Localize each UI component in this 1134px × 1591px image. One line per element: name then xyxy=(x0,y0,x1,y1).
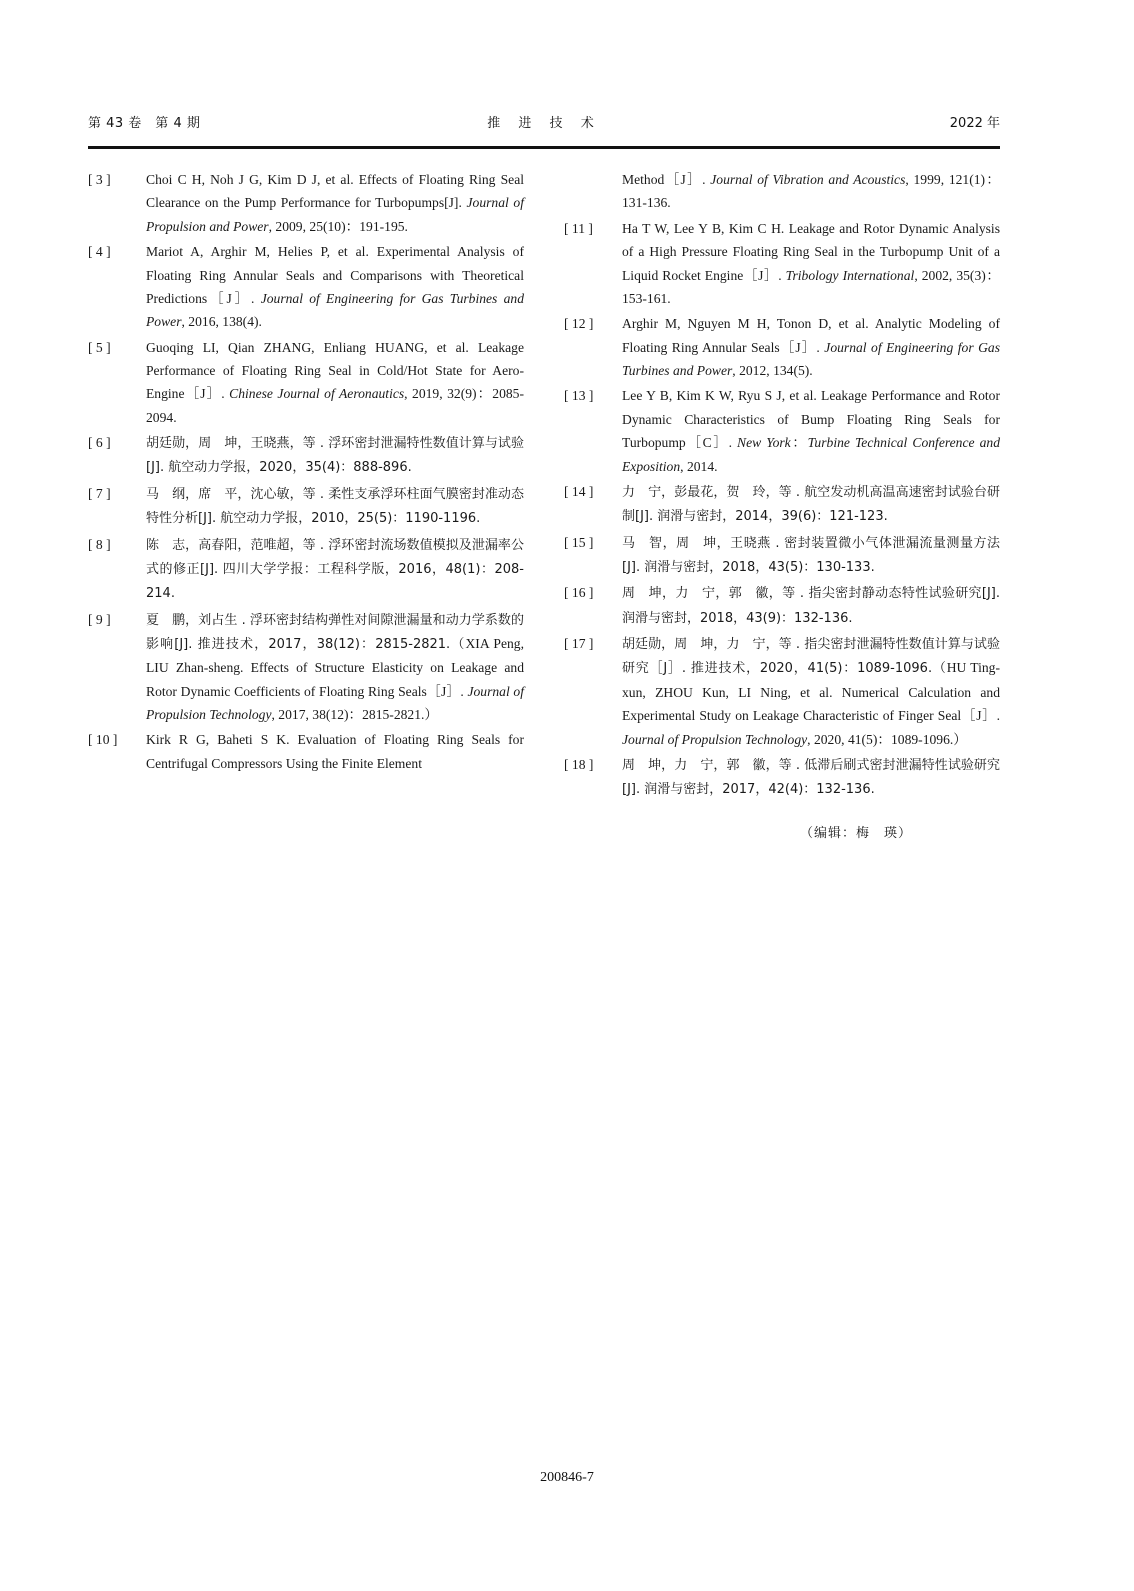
reference-text: Lee Y B, Kim K W, Ryu S J, et al. Leakage Performance and Rotor Dynamic Characteristics of Bump Floating Ring Seals for Turbopump［C］. New York：Turbine Technical Conference and Exposition, 2014. xyxy=(622,388,1000,474)
reference-entry xyxy=(564,312,1000,382)
reference-number: [ 15 ] xyxy=(564,534,594,550)
reference-text: 胡廷勋，周 坤，王晓燕，等 . 浮环密封泄漏特性数值计算与试验[J]. 航空动力学报，2020，35(4)：888-896. xyxy=(146,436,524,476)
reference-text: 胡廷勋，周 坤，力 宁，等 . 指尖密封泄漏特性数值计算与试验研究［J］. 推进技术，2020，41(5)：1089-1096.（HU Ting-xun, ZHOU Kun, LI Ning, et al. Numerical Calculation and Experimental Study on Leakage Characteristic of Finger Seal［J］. Journal of Propulsion Technology, 2020, 41(5)：1089-1096.） xyxy=(622,637,1000,747)
reference-text: 周 坤，力 宁，郭 徽，等 . 指尖密封静动态特性试验研究[J]. 润滑与密封，2018，43(9)：132-136. xyxy=(622,586,1000,626)
reference-number: [ 10 ] xyxy=(88,732,118,748)
running-head-year: 2022 年 xyxy=(949,116,1000,131)
reference-text: 夏 鹏，刘占生 . 浮环密封结构弹性对间隙泄漏量和动力学系数的影响[J]. 推进技术，2017，38(12)：2815-2821.（XIA Peng, LIU Zhan-sheng. Effects of Structure Elasticity on Leakage and Rotor Dynamic Coefficients of Floating Ring Seals［J］. Journal of Propulsion Technology, 2017, 38(12)：2815-2821.） xyxy=(146,612,525,723)
reference-entry xyxy=(564,168,1000,215)
reference-number: [ 11 ] xyxy=(564,220,593,236)
reference-number: [ 13 ] xyxy=(564,388,594,404)
header-rule xyxy=(88,146,1000,149)
editor-credit xyxy=(476,822,912,841)
reference-entry xyxy=(88,608,524,727)
running-head xyxy=(88,112,1000,138)
reference-entry xyxy=(88,533,524,606)
reference-text: 马 智，周 坤，王晓燕 . 密封装置微小气体泄漏流量测量方法[J]. 润滑与密封，2018，43(5)：130-133. xyxy=(622,535,1000,575)
reference-entry xyxy=(88,482,524,531)
reference-number: [ 17 ] xyxy=(564,636,594,652)
reference-entry xyxy=(564,753,1000,802)
reference-entry xyxy=(564,217,1000,311)
reference-text: 陈 志，高春阳，范唯超，等 . 浮环密封流场数值模拟及泄漏率公式的修正[J]. 四川大学学报：工程科学版，2016，48(1)：208-214. xyxy=(146,537,524,602)
reference-number: [ 18 ] xyxy=(564,756,594,772)
reference-entry xyxy=(564,531,1000,580)
reference-column-right xyxy=(564,168,1000,804)
reference-text: Method［J］. Journal of Vibration and Acoustics, 1999, 121(1)：131-136. xyxy=(622,172,1000,211)
reference-text: 马 纲，席 平，沈心敏，等 . 柔性支承浮环柱面气膜密封准动态特性分析[J]. 航空动力学报，2010，25(5)：1190-1196. xyxy=(146,486,524,527)
reference-number: [ 5 ] xyxy=(88,339,111,355)
reference-number: [ 12 ] xyxy=(564,316,594,332)
reference-number: [ 9 ] xyxy=(88,611,111,627)
reference-entry xyxy=(564,480,1000,529)
reference-text: Choi C H, Noh J G, Kim D J, et al. Effects of Floating Ring Seal Clearance on the Pump Performance for Turbopumps[J]. Journal of Propulsion and Power, 2009, 25(10)：191-195. xyxy=(146,172,524,234)
reference-text: 周 坤，力 宁，郭 徽，等 . 低滞后刷式密封泄漏特性试验研究[J]. 润滑与密封，2017，42(4)：132-136. xyxy=(622,757,1000,798)
reference-entry xyxy=(88,336,524,430)
reference-text: 力 宁，彭最花，贺 玲，等 . 航空发动机高温高速密封试验台研制[J]. 润滑与密封，2014，39(6)：121-123. xyxy=(622,484,1000,525)
page-footer xyxy=(0,1470,1134,1486)
reference-number: [ 14 ] xyxy=(564,483,594,499)
page-identifier: 200846-7 xyxy=(540,1470,594,1485)
reference-text: Mariot A, Arghir M, Helies P, et al. Experimental Analysis of Floating Ring Annular Seals and Comparisons with Theoretical Predictions［J］. Journal of Engineering for Gas Turbines and Power, 2016, 138(4). xyxy=(146,244,524,330)
reference-entry xyxy=(88,431,524,480)
reference-text: Guoqing LI, Qian ZHANG, Enliang HUANG, et al. Leakage Performance of Floating Ring Seal in Cold/Hot State for Aero-Engine［J］. Chinese Journal of Aeronautics, 2019, 32(9)：2085-2094. xyxy=(146,339,524,425)
running-head-journal-title: 推 进 技 术 xyxy=(487,116,601,131)
reference-number: [ 7 ] xyxy=(88,485,111,501)
reference-number: [ 8 ] xyxy=(88,536,111,552)
reference-number: [ 3 ] xyxy=(88,172,111,187)
reference-text: Arghir M, Nguyen M H, Tonon D, et al. Analytic Modeling of Floating Ring Annular Seals［J］. Journal of Engineering for Gas Turbines and Power, 2012, 134(5). xyxy=(622,316,1000,378)
running-head-volume: 第 43 卷 第 4 期 xyxy=(88,116,201,131)
reference-entry xyxy=(564,632,1000,751)
reference-entry xyxy=(88,728,524,775)
editor-credit-label: （编辑：梅 瑛） xyxy=(799,826,912,841)
reference-entry xyxy=(564,581,1000,630)
reference-entry xyxy=(88,240,524,334)
reference-column-left xyxy=(88,168,524,777)
reference-text: Ha T W, Lee Y B, Kim C H. Leakage and Rotor Dynamic Analysis of a High Pressure Floating Ring Seal in the Turbopump Unit of a Liquid Rocket Engine［J］. Tribology International, 2002, 35(3)：153-161. xyxy=(622,220,1000,306)
reference-entry xyxy=(564,384,1000,478)
reference-number: [ 16 ] xyxy=(564,585,594,601)
reference-number: [ 4 ] xyxy=(88,244,111,260)
reference-text: Kirk R G, Baheti S K. Evaluation of Floating Ring Seals for Centrifugal Compressors Using the Finite Element xyxy=(146,732,524,771)
reference-number: [ 6 ] xyxy=(88,435,111,451)
reference-entry xyxy=(88,168,524,238)
